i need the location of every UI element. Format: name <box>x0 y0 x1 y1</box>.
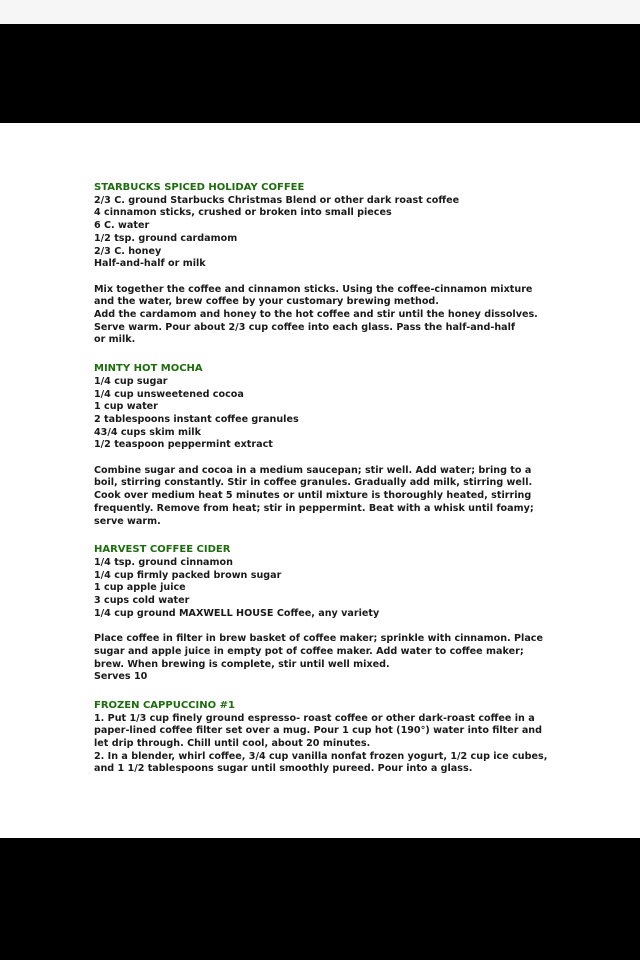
direction-line: 1. Put 1/3 cup finely ground espresso- roast coffee or other dark-roast coffee in a <box>94 712 535 724</box>
direction-line: sugar and apple juice in empty pot of coffee maker. Add water to coffee maker; <box>94 645 524 657</box>
ingredient-line: 1/4 cup sugar <box>94 375 168 387</box>
direction-line: and 1 1/2 tablespoons sugar until smoothly pureed. Pour into a glass. <box>94 763 473 775</box>
ingredient-line: 43/4 cups skim milk <box>94 426 201 438</box>
recipe-title: FROZEN CAPPUCCINO #1 <box>94 699 235 711</box>
recipe-title: HARVEST COFFEE CIDER <box>94 544 231 556</box>
ingredient-line: 1/2 teaspoon peppermint extract <box>94 439 273 451</box>
direction-line: boil, stirring constantly. Stir in coffee granules. Gradually add milk, stirring well. <box>94 477 533 489</box>
direction-line: Serves 10 <box>94 671 148 683</box>
ingredient-line: 2 tablespoons instant coffee granules <box>94 413 299 425</box>
recipe-document <box>94 182 554 792</box>
ingredient-line: 1 cup water <box>94 401 158 413</box>
ingredient-line: 1/4 cup unsweetened cocoa <box>94 388 244 400</box>
status-strip <box>0 0 640 24</box>
ingredient-line: 1/4 tsp. ground cinnamon <box>94 556 233 568</box>
ingredient-line: 2/3 C. ground Starbucks Christmas Blend or other dark roast coffee <box>94 194 460 206</box>
ingredient-line: 2/3 C. honey <box>94 245 162 257</box>
ingredient-line: 3 cups cold water <box>94 595 190 607</box>
ingredient-line: 1 cup apple juice <box>94 582 186 594</box>
bottom-black-bar <box>0 838 640 960</box>
recipe-minty-hot-mocha <box>94 363 554 528</box>
ingredient-line: Half-and-half or milk <box>94 258 206 270</box>
ingredient-line: 1/4 cup ground MAXWELL HOUSE Coffee, any variety <box>94 607 380 619</box>
ingredient-line: 4 cinnamon sticks, crushed or broken into small pieces <box>94 207 392 219</box>
direction-line: let drip through. Chill until cool, about 20 minutes. <box>94 738 371 750</box>
recipe-title: STARBUCKS SPICED HOLIDAY COFFEE <box>94 182 305 193</box>
recipe-starbucks-spiced-holiday-coffee <box>94 182 554 347</box>
document-page <box>0 123 640 838</box>
direction-line: paper-lined coffee filter set over a mug. Pour 1 cup hot (190°) water into filter and <box>94 725 542 737</box>
ingredient-line: 6 C. water <box>94 220 150 232</box>
direction-line: Mix together the coffee and cinnamon sticks. Using the coffee-cinnamon mixture <box>94 283 533 295</box>
direction-line: Cook over medium heat 5 minutes or until mixture is thoroughly heated, stirring <box>94 490 532 502</box>
direction-line: frequently. Remove from heat; stir in peppermint. Beat with a whisk until foamy; <box>94 502 534 514</box>
direction-line: or milk. <box>94 334 136 346</box>
direction-line: brew. When brewing is complete, stir until well mixed. <box>94 658 390 670</box>
direction-line: 2. In a blender, whirl coffee, 3/4 cup vanilla nonfat frozen yogurt, 1/2 cup ice cubes, <box>94 750 548 762</box>
direction-line: serve warm. <box>94 515 161 527</box>
direction-line: Place coffee in filter in brew basket of coffee maker; sprinkle with cinnamon. Place <box>94 633 543 645</box>
recipe-title: MINTY HOT MOCHA <box>94 363 203 375</box>
recipe-frozen-cappuccino-1 <box>94 700 554 776</box>
ingredient-line: 1/4 cup firmly packed brown sugar <box>94 569 282 581</box>
direction-line: Serve warm. Pour about 2/3 cup coffee into each glass. Pass the half-and-half <box>94 321 516 333</box>
direction-line: Add the cardamom and honey to the hot coffee and stir until the honey dissolves. <box>94 309 538 321</box>
ingredient-line: 1/2 tsp. ground cardamom <box>94 232 238 244</box>
direction-line: Combine sugar and cocoa in a medium saucepan; stir well. Add water; bring to a <box>94 464 532 476</box>
recipe-harvest-coffee-cider <box>94 544 554 684</box>
top-black-bar <box>0 24 640 123</box>
direction-line: and the water, brew coffee by your customary brewing method. <box>94 296 439 308</box>
